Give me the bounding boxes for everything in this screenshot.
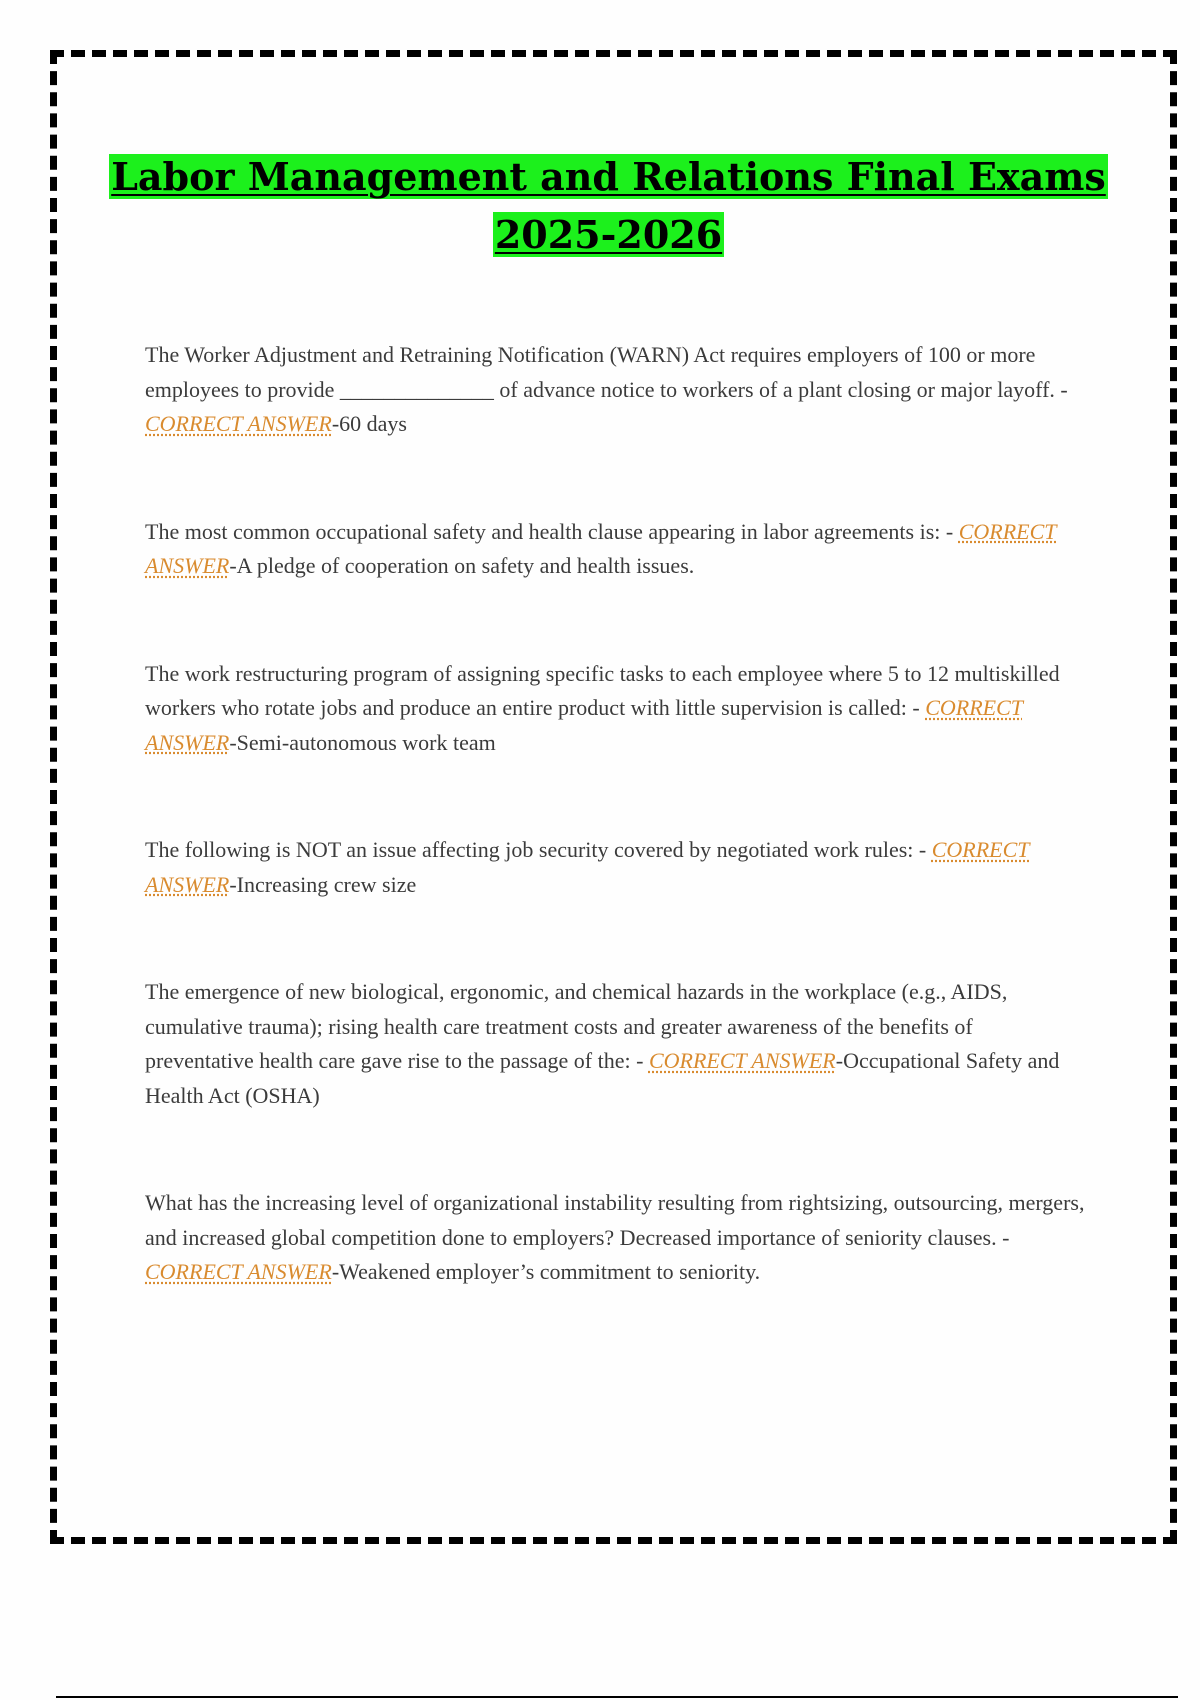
title-line-2: 2025-2026 bbox=[494, 212, 723, 257]
title-line-1: Labor Management and Relations Final Exams bbox=[111, 154, 1106, 199]
answer-text: -Semi-autonomous work team bbox=[229, 729, 496, 755]
answer-text: -60 days bbox=[331, 411, 407, 436]
question-text: The most common occupational safety and health clause appearing in labor agreements is: - bbox=[145, 518, 959, 544]
correct-answer-link[interactable]: CORRECT ANSWER bbox=[648, 1048, 836, 1073]
question-text: The work restructuring program of assigning specific tasks to each employee where 5 to 12 multiskilled workers who rotate jobs and produce an entire product with little supervision is called: - bbox=[145, 660, 1060, 720]
correct-answer-link[interactable]: CORRECT ANSWER bbox=[145, 695, 1023, 755]
title-block bbox=[100, 148, 1117, 264]
answer-text: -A pledge of cooperation on safety and health issues. bbox=[229, 553, 695, 578]
qa-item bbox=[145, 833, 1085, 902]
question-text: What has the increasing level of organizational instability resulting from rightsizing, outsourcing, mergers, and increased global competition done to employers? Decreased importance of seniority clauses. - bbox=[145, 1190, 1085, 1250]
qa-item bbox=[145, 657, 1085, 761]
correct-answer-link[interactable]: CORRECT ANSWER bbox=[145, 518, 1057, 578]
correct-answer-link[interactable]: CORRECT ANSWER bbox=[145, 411, 332, 436]
correct-answer-link[interactable]: CORRECT ANSWER bbox=[145, 1259, 332, 1284]
correct-answer-link[interactable]: CORRECT ANSWER bbox=[145, 837, 1030, 897]
qa-list bbox=[145, 338, 1085, 1290]
qa-item bbox=[145, 1186, 1085, 1290]
question-text: The following is NOT an issue affecting job security covered by negotiated work rules: - bbox=[145, 837, 932, 862]
footer-divider bbox=[56, 1696, 1178, 1698]
qa-item bbox=[145, 515, 1085, 584]
qa-item bbox=[145, 975, 1085, 1113]
answer-text: -Increasing crew size bbox=[229, 871, 417, 897]
question-text: The Worker Adjustment and Retraining Notification (WARN) Act requires employers of 100 or more employees to provide ______________ of advance notice to workers of a plant closing or major layoff. - bbox=[145, 342, 1068, 402]
page-title bbox=[100, 148, 1117, 264]
answer-text: -Weakened employer’s commitment to seniority. bbox=[331, 1259, 761, 1284]
qa-item bbox=[145, 338, 1085, 442]
question-text: The emergence of new biological, ergonomic, and chemical hazards in the workplace (e.g., AIDS, cumulative trauma); rising health care treatment costs and greater awareness of the benefits of preventative health care gave rise to the passage of the: - bbox=[145, 979, 1008, 1073]
answer-text: -Occupational Safety and Health Act (OSHA) bbox=[145, 1048, 1060, 1108]
